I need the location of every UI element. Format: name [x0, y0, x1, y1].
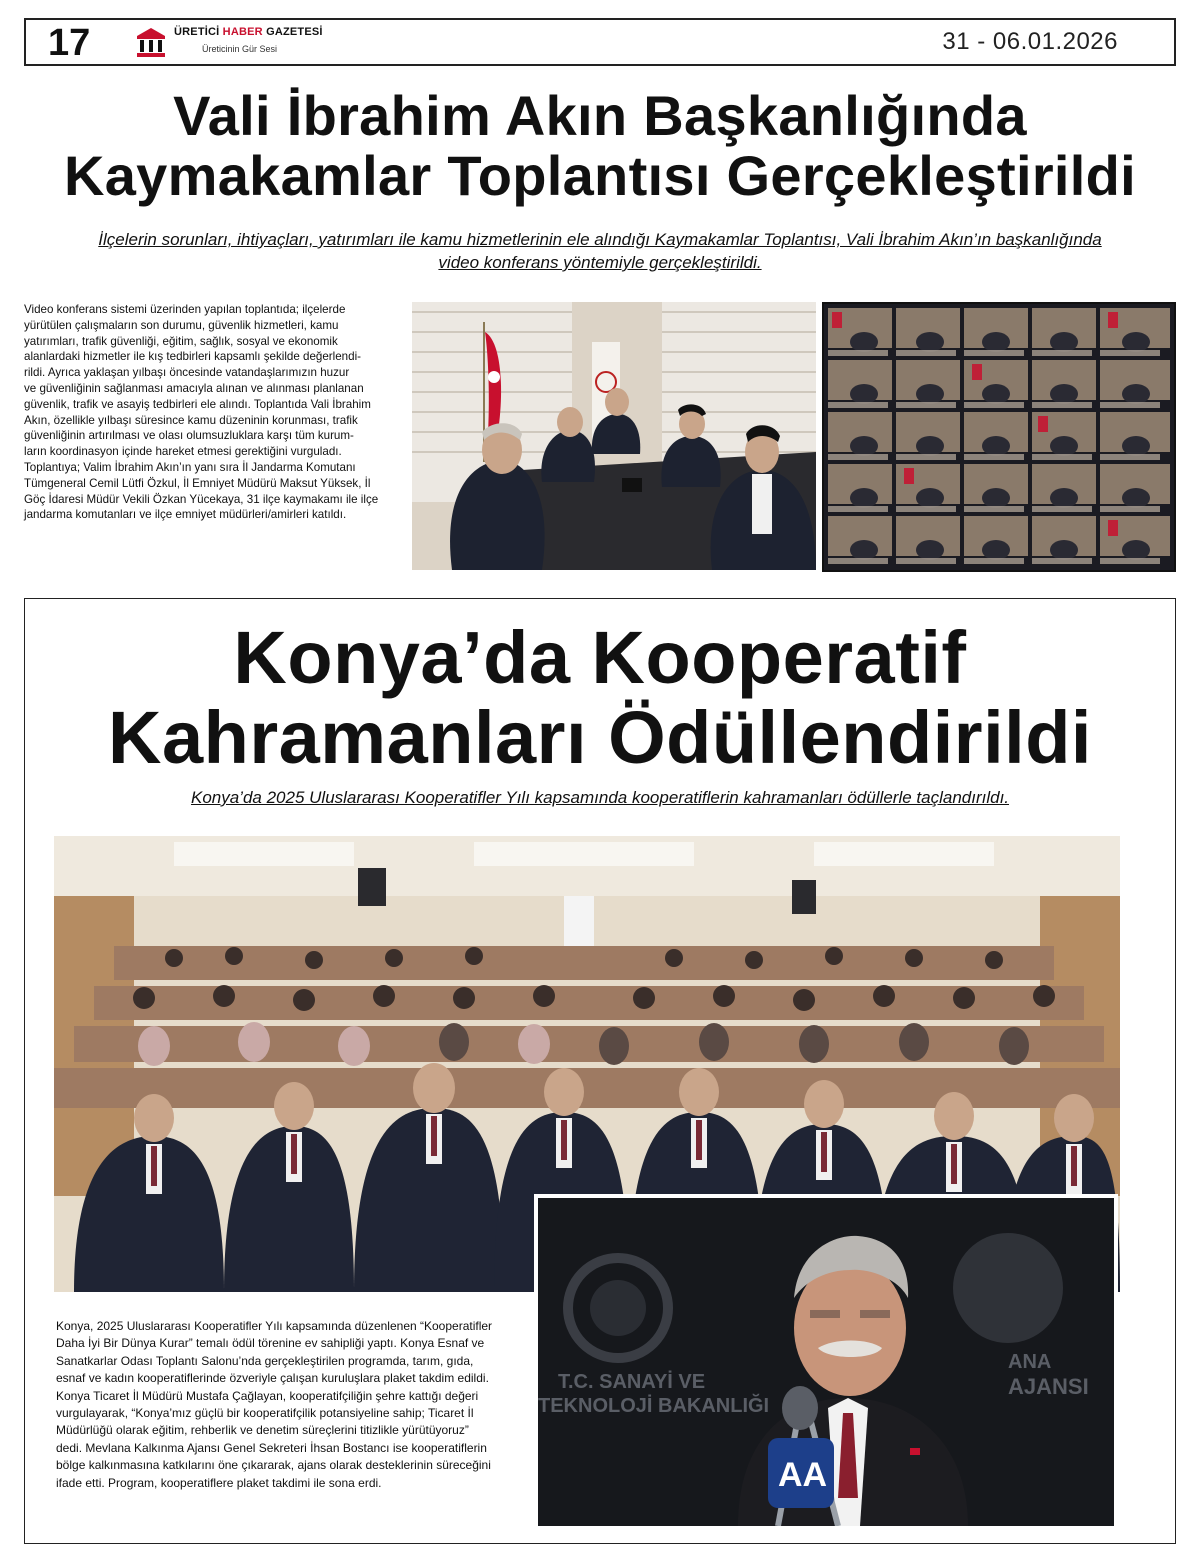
article2-subheadline: Konya’da 2025 Uluslararası Kooperatifler Yılı kapsamında kooperatiflerin kahramanları ödüllerle taçlandırıldı.: [190, 788, 1010, 807]
publication-name-word: GAZETESİ: [266, 26, 323, 38]
body-line: Sanatkarlar Odası Toplantı Salonu’nda gerçekleştirilen programda, tarım, gıda,: [56, 1353, 474, 1368]
body-line: ve güvenliğinin sağlanması amacıyla alınan ve alınması planlanan: [24, 381, 364, 395]
body-line: ların koordinasyon içinde hareket etmesi gerektiğini vurguladı.: [24, 445, 342, 459]
headline-line: Kahramanları Ödüllendirildi: [108, 696, 1092, 779]
article1-body: [24, 302, 404, 523]
body-line: esnaf ve kadın kooperatiflerinde özveriyle çalışan kuruluşlara plaket takdim edildi.: [56, 1371, 489, 1386]
meeting-photo: [412, 302, 816, 570]
newspaper-logo-icon: [134, 26, 168, 60]
body-line: Daha İyi Bir Dünya Kurar” temalı ödül törenine ev sahipliği yaptı. Konya Esnaf ve: [56, 1336, 485, 1351]
article2-headline: [24, 618, 1176, 778]
page-number: 17: [48, 22, 91, 64]
body-line: Konya, 2025 Uluslararası Kooperatifler Yılı kapsamında düzenlenen “Kooperatifler: [56, 1319, 493, 1333]
body-line: yatırımları, trafik güvenliği, eğitim, sağlık, sosyal ve ekonomik: [24, 334, 338, 348]
body-line: Akın, özellikle yılbaşı süresince kamu düzeninin korunması, trafik: [24, 413, 358, 427]
issue-date: 31 - 06.01.2026: [942, 28, 1118, 55]
subheadline-line: video konferans yöntemiyle gerçekleştirildi.: [438, 253, 762, 272]
body-line: yürütülen çalışmaların son durumu, güvenlik hizmetleri, kamu: [24, 318, 339, 332]
publication-name-word: ÜRETİCİ: [174, 26, 220, 38]
publication-name: [174, 26, 323, 38]
article1-headline: [24, 86, 1176, 206]
headline-line: Kaymakamlar Toplantısı Gerçekleştirildi: [63, 144, 1136, 207]
body-line: bölge kalkınmasına katkılarını öne çıkararak, ajans olarak desteklerinin süreceğini: [56, 1458, 491, 1473]
body-line: güvenliğinin artırılması ve olası olumsuzluklara karşı tüm kurum-: [24, 429, 354, 443]
body-line: Video konferans sistemi üzerinden yapılan toplantıda; ilçelerde: [24, 303, 346, 316]
body-line: alanlardaki hizmetler ile kış tedbirleri kapsamlı şekilde değerlendi-: [24, 350, 362, 364]
publication-tagline: Üreticinin Gür Sesi: [202, 44, 278, 54]
body-line: jandarma komutanları ve ilçe emniyet müdürleri/amirleri katıldı.: [24, 508, 347, 522]
headline-line: Konya’da Kooperatif: [233, 616, 967, 699]
news-agency-mic-logo: AA: [778, 1456, 828, 1494]
body-line: ifade etti. Program, kooperatiflere plaket takdimi ile sona erdi.: [56, 1475, 382, 1490]
body-line: güvenlik, trafik ve asayiş tedbirleri ele alındı. Toplantıda Vali İbrahim: [24, 397, 371, 411]
body-line: rildi. Ayrıca yaklaşan yılbaşı öncesinde vatandaşlarımızın huzur: [24, 366, 350, 380]
speaker-at-microphones-photo: [534, 1194, 1118, 1530]
subheadline-line: İlçelerin sorunları, ihtiyaçları, yatırımları ile kamu hizmetlerinin ele alındığı Kaymakamlar Toplantısı, Vali İbrahim Akın’ın başkanlığında: [98, 230, 1102, 249]
backdrop-text: TEKNOLOJİ BAKANLIĞI: [538, 1395, 770, 1417]
body-line: Konya Ticaret İl Müdürü Mustafa Çağlayan, kooperatifçiliğin şehre kattığı değeri: [56, 1388, 479, 1403]
headline-line: Vali İbrahim Akın Başkanlığında: [173, 84, 1027, 147]
video-conference-grid-photo: [822, 302, 1176, 572]
backdrop-text: ANA: [1008, 1351, 1052, 1373]
body-line: dedi. Mevlana Kalkınma Ajansı Genel Sekreteri İhsan Bostancı ise kooperatiflerin: [56, 1440, 487, 1455]
body-line: Tümgeneral Cemil Lütfi Özkul, İl Emniyet Müdürü Maksut Yüksek, İl: [24, 476, 371, 490]
publication-name-word: HABER: [222, 26, 263, 38]
body-line: Müdürlüğü olarak eğitim, rehberlik ve denetim süreçlerini titizlikle yürütüyoruz”: [56, 1423, 469, 1438]
body-line: vurgulayarak, “Konya’mız güçlü bir kooperatifçilik potansiyeline sahip; Ticaret İl: [56, 1406, 474, 1421]
article2-body: [56, 1318, 516, 1492]
backdrop-text: T.C. SANAYİ VE: [558, 1371, 706, 1393]
body-line: Toplantıya; Valim İbrahim Akın’ın yanı sıra İl Jandarma Komutanı: [24, 460, 356, 474]
backdrop-text: AJANSI: [1008, 1374, 1089, 1399]
article1-subheadline: [60, 228, 1140, 274]
page-header: [24, 18, 1176, 66]
body-line: Göç İdaresi Müdür Vekili Özkan Yücekaya, 31 ilçe kaymakamı ile ilçe: [24, 492, 379, 506]
